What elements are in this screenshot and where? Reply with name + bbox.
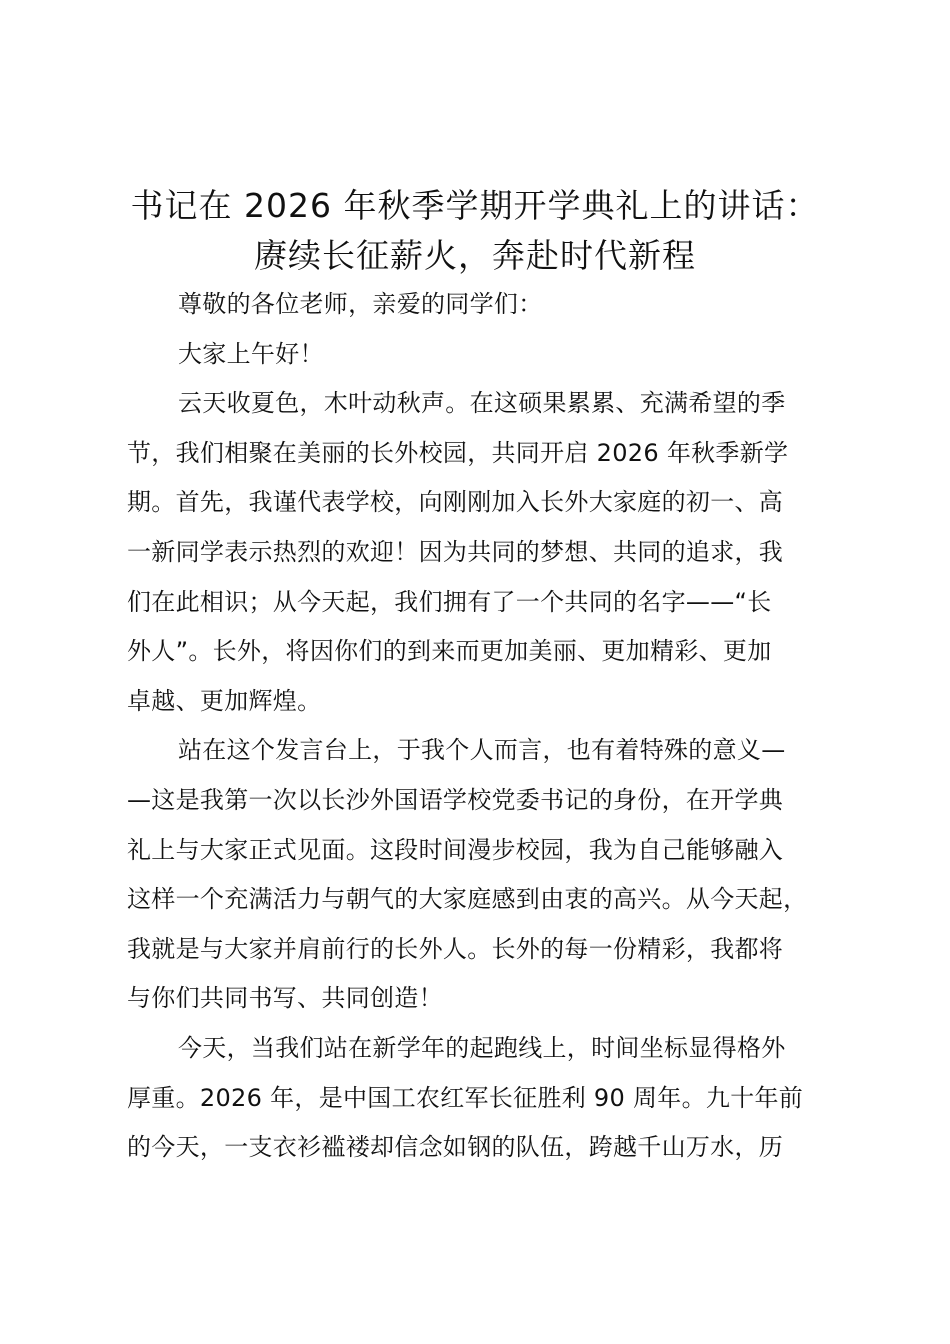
document-title-line-1: 书记在 2026 年秋季学期开学典礼上的讲话：: [130, 186, 820, 225]
paragraph-line: 期。首先，我谨代表学校，向刚刚加入长外大家庭的初一、高: [127, 488, 784, 517]
paragraph-line: 厚重。2026 年，是中国工农红军长征胜利 90 周年。九十年前: [127, 1083, 804, 1112]
greeting-line: 大家上午好！: [178, 339, 324, 368]
paragraph-line: —这是我第一次以长沙外国语学校党委书记的身份，在开学典: [127, 785, 784, 814]
paragraph-line: 我就是与大家并肩前行的长外人。长外的每一份精彩，我都将: [127, 934, 784, 963]
paragraph-line: 外人”。长外，将因你们的到来而更加美丽、更加精彩、更加: [127, 637, 772, 666]
paragraph-line: 们在此相识；从今天起，我们拥有了一个共同的名字——“长: [127, 587, 772, 616]
paragraph-line: 站在这个发言台上，于我个人而言，也有着特殊的意义—: [178, 736, 786, 765]
speech-body: [127, 280, 832, 1173]
salutation-line: 尊敬的各位老师，亲爱的同学们：: [178, 290, 543, 318]
paragraph-line: 与你们共同书写、共同创造！: [127, 984, 443, 1013]
paragraph-line: 一新同学表示热烈的欢迎！因为共同的梦想、共同的追求，我: [127, 537, 784, 566]
paragraph-line: 礼上与大家正式见面。这段时间漫步校园，我为自己能够融入: [127, 835, 784, 864]
paragraph-line: 卓越、更加辉煌。: [127, 686, 322, 715]
paragraph-line: 节，我们相聚在美丽的长外校园，共同开启 2026 年秋季新学: [127, 438, 789, 467]
paragraph-line: 云天收夏色，木叶动秋声。在这硕果累累、充满希望的季: [178, 389, 786, 418]
paragraph-line: 今天，当我们站在新学年的起跑线上，时间坐标显得格外: [178, 1033, 786, 1062]
paragraph-line: 的今天，一支衣衫褴褛却信念如钢的队伍，跨越千山万水，历: [127, 1133, 784, 1162]
paragraph-line: 这样一个充满活力与朝气的大家庭感到由衷的高兴。从今天起，: [127, 885, 808, 914]
document-title-line-2: 赓续长征薪火，奔赴时代新程: [254, 236, 696, 275]
